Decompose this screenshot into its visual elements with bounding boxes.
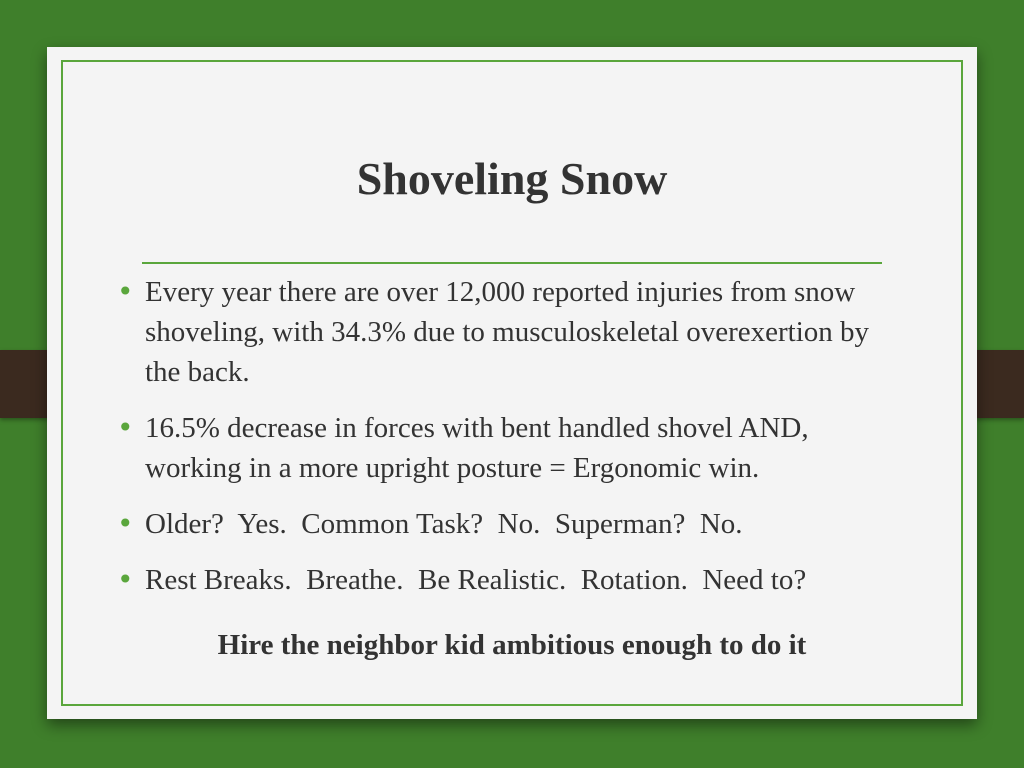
slide-card (47, 47, 977, 719)
bullet-item (117, 504, 907, 544)
bullet-icon: • (117, 275, 134, 308)
bullet-icon: • (117, 507, 134, 540)
bullet-text: 16.5% decrease in forces with bent handled shovel AND, working in a more upright posture = Ergonomic win. (145, 412, 809, 484)
bullet-text: Rest Breaks. Breathe. Be Realistic. Rotation. Need to? (145, 564, 807, 596)
closing-statement: Hire the neighbor kid ambitious enough to do it (217, 629, 807, 661)
bullet-text: Older? Yes. Common Task? No. Superman? No. (145, 508, 743, 540)
title-divider (142, 262, 882, 264)
bullet-item (117, 272, 907, 392)
bullet-icon: • (117, 563, 134, 596)
bullet-icon: • (117, 411, 134, 444)
bullet-text: Every year there are over 12,000 reported injuries from snow shoveling, with 34.3% due to musculoskeletal overexertion by the back. (145, 276, 870, 388)
bullet-item (117, 408, 907, 488)
bullet-item (117, 560, 907, 600)
slide-title: Shoveling Snow (356, 153, 668, 204)
bullet-list (117, 272, 907, 616)
